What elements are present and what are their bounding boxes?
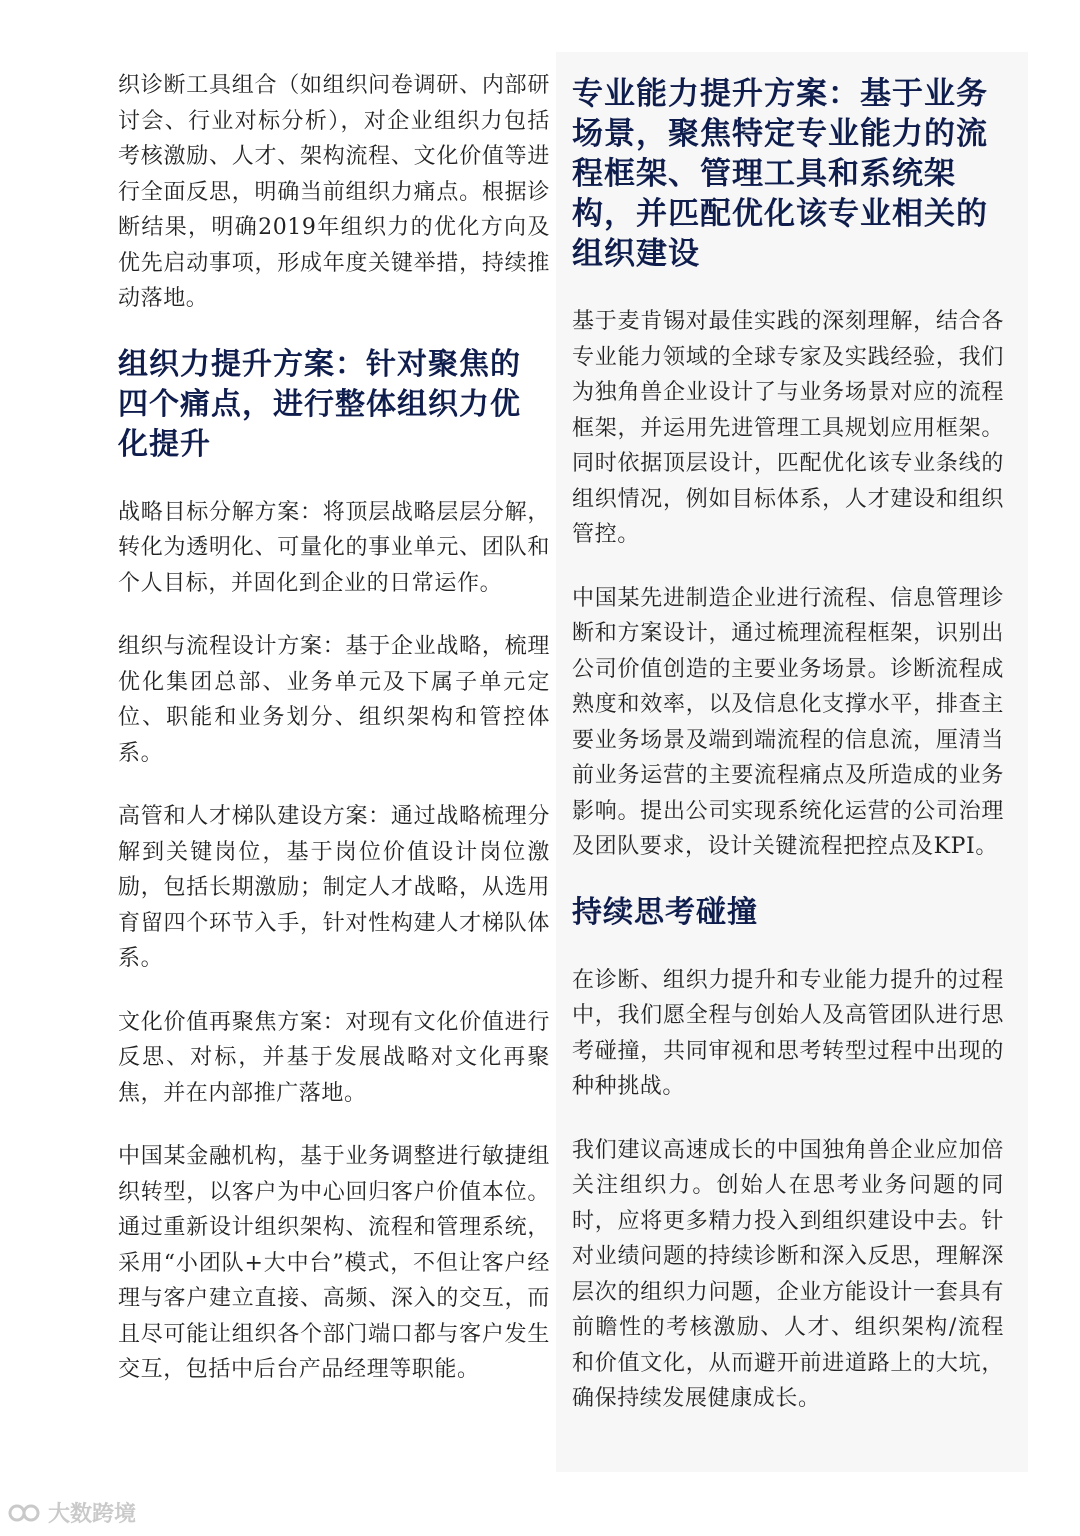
watermark (8, 1497, 136, 1528)
culture-refocus-paragraph: 文化价值再聚焦方案：对现有文化价值进行反思、对标，并基于发展战略对文化再聚焦，并在内部推广落地。 (118, 1009, 550, 1106)
mckinsey-practice-paragraph: 基于麦肯锡对最佳实践的深刻理解，结合各专业能力领域的全球专家及实践经验，我们为独角兽企业设计了与业务场景对应的流程框架，并运用先进管理工具规划应用框架。同时依据顶层设计，匹配优化该专业条线的组织情况，例如目标体系，人才建设和组织管控。 (572, 309, 1004, 547)
thinking-collision-paragraph: 在诊断、组织力提升和专业能力提升的过程中，我们愿全程与创始人及高管团队进行思考碰撞，共同审视和思考转型过程中出现的种种挑战。 (572, 967, 1004, 1099)
talent-pipeline-paragraph: 高管和人才梯队建设方案：通过战略梳理分解到关键岗位，基于岗位价值设计岗位激励，包括长期激励；制定人才战略，从选用育留四个环节入手，针对性构建人才梯队体系。 (118, 804, 550, 971)
manufacturing-case-paragraph: 中国某先进制造企业进行流程、信息管理诊断和方案设计，通过梳理流程框架，识别出公司价值创造的主要业务场景。诊断流程成熟度和效率，以及信息化支撑水平，排查主要业务场景及端到端流程的信息流，厘清当前业务运营的主要流程痛点及所造成的业务影响。提出公司实现系统化运营的公司治理及团队要求，设计关键流程把控点及KPI。 (572, 585, 1004, 859)
watermark-text: 大数跨境 (48, 1502, 137, 1527)
intro-paragraph: 织诊断工具组合（如组织问卷调研、内部研讨会、行业对标分析），对企业组织力包括考核激励、人才、架构流程、文化价值等进行全面反思，明确当前组织力痛点。根据诊断结果，明确2019年组织力的优化方向及优先启动事项，形成年度关键举措，持续推动落地。 (118, 73, 550, 311)
section-heading-org-capability: 组织力提升方案：针对聚焦的四个痛点，进行整体组织力优化提升 (118, 346, 521, 462)
section-heading-professional-capability: 专业能力提升方案：基于业务场景，聚焦特定专业能力的流程框架、管理工具和系统架构，并匹配优化该专业相关的组织建设 (572, 76, 988, 272)
recommendation-paragraph: 我们建议高速成长的中国独角兽企业应加倍关注组织力。创始人在思考业务问题的同时，应将更多精力投入到组织建设中去。针对业绩问题的持续诊断和深入反思，理解深层次的组织力问题，企业方能设计一套具有前瞻性的考核激励、人才、组织架构/流程和价值文化，从而避开前进道路上的大坑，确保持续发展健康成长。 (572, 1137, 1004, 1411)
kuajing-logo-icon (8, 1502, 42, 1524)
right-column (572, 68, 1004, 1445)
org-process-design-paragraph: 组织与流程设计方案：基于企业战略，梳理优化集团总部、业务单元及下属子单元定位、职能和业务划分、组织架构和管控体系。 (118, 634, 550, 766)
financial-case-paragraph: 中国某金融机构，基于业务调整进行敏捷组织转型，以客户为中心回归客户价值本位。通过重新设计组织架构、流程和管理系统，采用“小团队+大中台”模式，不但让客户经理与客户建立直接、高频、深入的交互，而且尽可能让组织各个部门端口都与客户发生交互，包括中后台产品经理等职能。 (118, 1144, 550, 1382)
left-column (118, 68, 550, 1416)
section-heading-continuous-thinking: 持续思考碰撞 (572, 894, 758, 930)
strategy-decomposition-paragraph: 战略目标分解方案：将顶层战略层层分解，转化为透明化、可量化的事业单元、团队和个人目标，并固化到企业的日常运作。 (118, 499, 550, 596)
